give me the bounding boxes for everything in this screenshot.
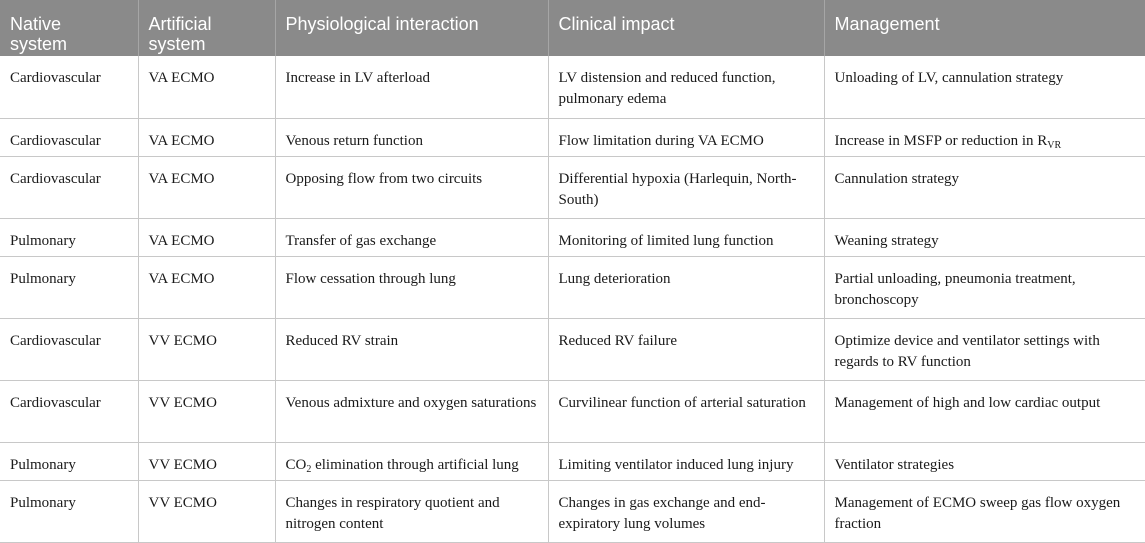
table-row — [0, 256, 1145, 318]
cell-physiological-interaction: Venous admixture and oxygen saturations — [275, 380, 548, 442]
cell-artificial-system: VV ECMO — [138, 380, 275, 442]
cell-management: Increase in MSFP or reduction in $R_{VR}$ — [824, 118, 1145, 156]
cell-physiological-interaction: Increase in LV afterload — [275, 56, 548, 118]
cell-management: Management of ECMO sweep gas flow oxygen fraction — [824, 480, 1145, 542]
cell-native-system: Pulmonary — [0, 256, 138, 318]
header-management: Management — [824, 0, 1145, 56]
cell-artificial-system: VV ECMO — [138, 318, 275, 380]
cell-clinical-impact: Reduced RV failure — [548, 318, 824, 380]
cell-artificial-system: VA ECMO — [138, 218, 275, 256]
cell-clinical-impact: Curvilinear function of arterial saturation — [548, 380, 824, 442]
table-row — [0, 318, 1145, 380]
header-clinical-impact: Clinical impact — [548, 0, 824, 56]
table-row — [0, 218, 1145, 256]
cell-clinical-impact: Changes in gas exchange and end-expiratory lung volumes — [548, 480, 824, 542]
cell-physiological-interaction: Flow cessation through lung — [275, 256, 548, 318]
cell-artificial-system: VA ECMO — [138, 156, 275, 218]
cell-physiological-interaction: Opposing flow from two circuits — [275, 156, 548, 218]
table-row — [0, 56, 1145, 118]
cell-native-system: Pulmonary — [0, 218, 138, 256]
cell-physiological-interaction: Reduced RV strain — [275, 318, 548, 380]
cell-management: Optimize device and ventilator settings with regards to RV function — [824, 318, 1145, 380]
cell-native-system: Cardiovascular — [0, 318, 138, 380]
header-row — [0, 0, 1145, 56]
table-row — [0, 380, 1145, 442]
cell-artificial-system: VA ECMO — [138, 256, 275, 318]
cell-management: Ventilator strategies — [824, 442, 1145, 480]
table-row — [0, 442, 1145, 480]
cell-management: Management of high and low cardiac output — [824, 380, 1145, 442]
cell-management: Weaning strategy — [824, 218, 1145, 256]
table-body — [0, 56, 1145, 542]
cell-physiological-interaction: Venous return function — [275, 118, 548, 156]
cell-management: Partial unloading, pneumonia treatment, bronchoscopy — [824, 256, 1145, 318]
header-native-system: Native system — [0, 0, 138, 56]
cell-artificial-system: VA ECMO — [138, 118, 275, 156]
cell-physiological-interaction: $CO_2$ elimination through artificial lung — [275, 442, 548, 480]
table-header — [0, 0, 1145, 56]
cell-native-system: Pulmonary — [0, 480, 138, 542]
cell-artificial-system: VV ECMO — [138, 442, 275, 480]
table-row — [0, 156, 1145, 218]
cell-clinical-impact: Flow limitation during VA ECMO — [548, 118, 824, 156]
cell-physiological-interaction: Changes in respiratory quotient and nitrogen content — [275, 480, 548, 542]
cell-native-system: Cardiovascular — [0, 380, 138, 442]
cell-native-system: Cardiovascular — [0, 156, 138, 218]
cell-native-system: Pulmonary — [0, 442, 138, 480]
table-row — [0, 118, 1145, 156]
cell-management: Unloading of LV, cannulation strategy — [824, 56, 1145, 118]
cell-clinical-impact: Limiting ventilator induced lung injury — [548, 442, 824, 480]
header-physiological-interaction: Physiological interaction — [275, 0, 548, 56]
cell-clinical-impact: Differential hypoxia (Harlequin, North-South) — [548, 156, 824, 218]
table-row — [0, 480, 1145, 542]
cell-clinical-impact: Lung deterioration — [548, 256, 824, 318]
header-artificial-system: Artificial system — [138, 0, 275, 56]
cell-artificial-system: VA ECMO — [138, 56, 275, 118]
cell-clinical-impact: LV distension and reduced function, pulmonary edema — [548, 56, 824, 118]
cell-physiological-interaction: Transfer of gas exchange — [275, 218, 548, 256]
cell-artificial-system: VV ECMO — [138, 480, 275, 542]
cell-native-system: Cardiovascular — [0, 118, 138, 156]
cell-clinical-impact: Monitoring of limited lung function — [548, 218, 824, 256]
cell-native-system: Cardiovascular — [0, 56, 138, 118]
cell-management: Cannulation strategy — [824, 156, 1145, 218]
